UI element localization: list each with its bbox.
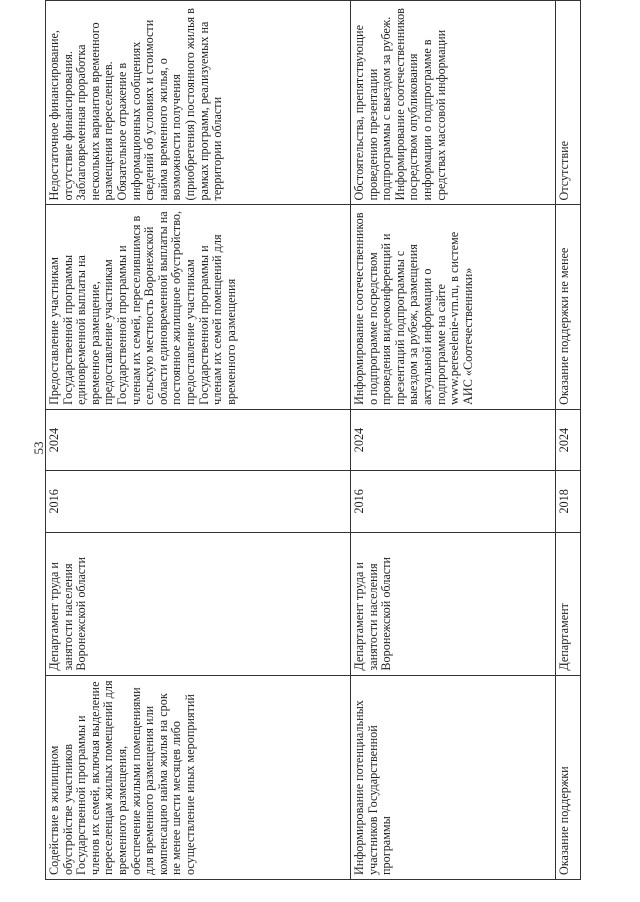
table-row xyxy=(46,1,351,880)
year-end-cell: 2024 xyxy=(46,409,351,470)
year-start-cell: 2016 xyxy=(351,471,556,532)
result-cell: Оказание поддержки не менее xyxy=(556,205,581,409)
executor-cell: Департамент xyxy=(556,532,581,675)
rotated-table-container xyxy=(45,0,610,880)
year-end-cell: 2024 xyxy=(351,409,556,470)
year-start-cell: 2018 xyxy=(556,471,581,532)
year-start-cell: 2016 xyxy=(46,471,351,532)
executor-cell: Департамент труда и занятости населения Воронежской области xyxy=(46,532,351,675)
measure-cell: Содействие в жилищном обустройстве участников Государственной программы и членов их семей, включая выделение переселенцам жилых помещений для временного размещения, обеспечение жилыми помещениями для временного размещения или компенсацию найма жилья на срок не менее шести месяцев либо осуществление иных мероприятий xyxy=(46,675,351,879)
measures-table xyxy=(45,0,581,880)
risks-cell: Недостаточное финансирование, отсутствие финансирования. Заблаговременная проработка нескольких вариантов временного размещения переселенцев. Обязательное отражение в информационных сообщениях сведений об условиях и стоимости найма временного жилья, о возможности получения (приобретения) постоянного жилья в рамках программ, реализуемых на территории области xyxy=(46,1,351,205)
page-number: 53 xyxy=(31,441,46,455)
table-row xyxy=(556,1,581,880)
year-end-cell: 2024 xyxy=(556,409,581,470)
risks-cell: Обстоятельства, препятствующие проведению презентации подпрограммы с выездом за рубеж. Информирование соотечественников посредством опубликования информации о подпрограмме в средствах массовой информации xyxy=(351,1,556,205)
measure-cell: Информирование потенциальных участников Государственной программы xyxy=(351,675,556,879)
result-cell: Информирование соотечественников о подпрограмме посредством проведения видеоконференций и презентаций подпрограммы с выездом за рубеж, размещения актуальной информации о подпрограмме на сайте www.pereselenie-vrn.ru, в системе АИС «Соотечественники» xyxy=(351,205,556,409)
measure-cell: Оказание поддержки xyxy=(556,675,581,879)
executor-cell: Департамент труда и занятости населения Воронежской области xyxy=(351,532,556,675)
table-row xyxy=(351,1,556,880)
result-cell: Предоставление участникам Государственной программы единовременной выплаты на временное размещение, предоставление участникам Государственной программы и членам их семей, переселившимся в сельскую местность Воронежской области единовременной выплаты на постоянное жилищное обустройство, предоставление участникам Государственной программы и членам их семей помещений для временного размещения xyxy=(46,205,351,409)
risks-cell: Отсутствие xyxy=(556,1,581,205)
